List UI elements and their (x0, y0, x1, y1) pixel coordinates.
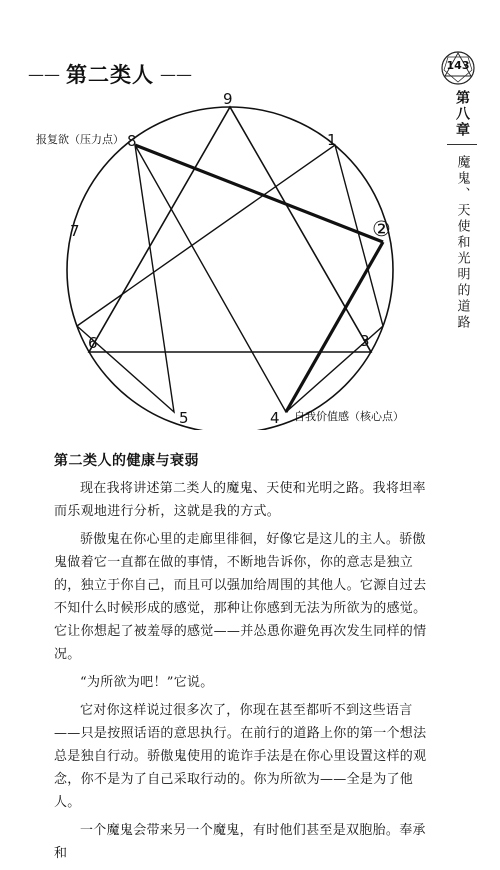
header-dash-right: —— (160, 64, 192, 84)
page-number-badge (440, 50, 476, 86)
header-dash-left: —— (28, 64, 60, 84)
paragraph: 它对你这样说过很多次了，你现在甚至都听不到这些语言——只是按照话语的意思执行。在前行的道路上你的第一个想法总是独自行动。骄傲鬼使用的诡诈手法是在你心里设置这样的观念，你不是为了自己采取行动的。你为所欲为——全是为了他人。 (54, 703, 427, 810)
point-label-9: 9 (223, 90, 233, 108)
page-header (28, 60, 192, 88)
point-label-6: 6 (88, 334, 98, 352)
core-line (286, 242, 383, 412)
point-label-7: 7 (70, 222, 80, 240)
point-label-1: 1 (327, 131, 337, 149)
chapter-title: 魔鬼、天使和光明的道路 (454, 155, 470, 331)
enneagram-hexad (77, 145, 383, 412)
sidebar-divider (447, 144, 477, 145)
point-label-5: 5 (179, 409, 189, 427)
section-subheading: 第二类人的健康与衰弱 (54, 453, 199, 469)
paragraph: “为所欲为吧！”它说。 (80, 675, 214, 690)
enneagram-diagram (30, 90, 440, 430)
main-content (54, 450, 434, 870)
stress-point-note: 报复欲（压力点） (36, 133, 124, 146)
enneagram-circle (67, 107, 393, 430)
point-label-2: ② (372, 217, 391, 241)
enneagram-svg (30, 90, 440, 430)
paragraph: 现在我将讲述第二类人的魔鬼、天使和光明之路。我将坦率而乐观地进行分析，这就是我的方式。 (54, 481, 426, 519)
point-label-4: 4 (270, 409, 280, 427)
point-label-3: 3 (360, 332, 370, 350)
page-number: 143 (446, 59, 470, 72)
chapter-sidebar (444, 90, 480, 331)
core-point-note: 自我价值感（核心点） (294, 410, 404, 423)
chapter-label: 第八章 (454, 90, 470, 138)
paragraph: 一个魔鬼会带来另一个魔鬼，有时他们甚至是双胞胎。奉承和 (54, 823, 426, 861)
paragraph: 骄傲鬼在你心里的走廊里徘徊，好像它是这儿的主人。骄傲鬼做着它一直都在做的事情，不断地告诉你，你的意志是独立的，独立于你自己，而且可以强加给周围的其他人。它源自过去不知什么时候形成的感觉，那种让你感到无法为所欲为的感觉。它让你想起了被羞辱的感觉——并怂恿你避免再次发生同样的情况。 (54, 532, 427, 662)
stress-line (135, 145, 383, 242)
section-title: 第二类人 (66, 63, 154, 87)
point-label-8: 8 (127, 132, 137, 150)
